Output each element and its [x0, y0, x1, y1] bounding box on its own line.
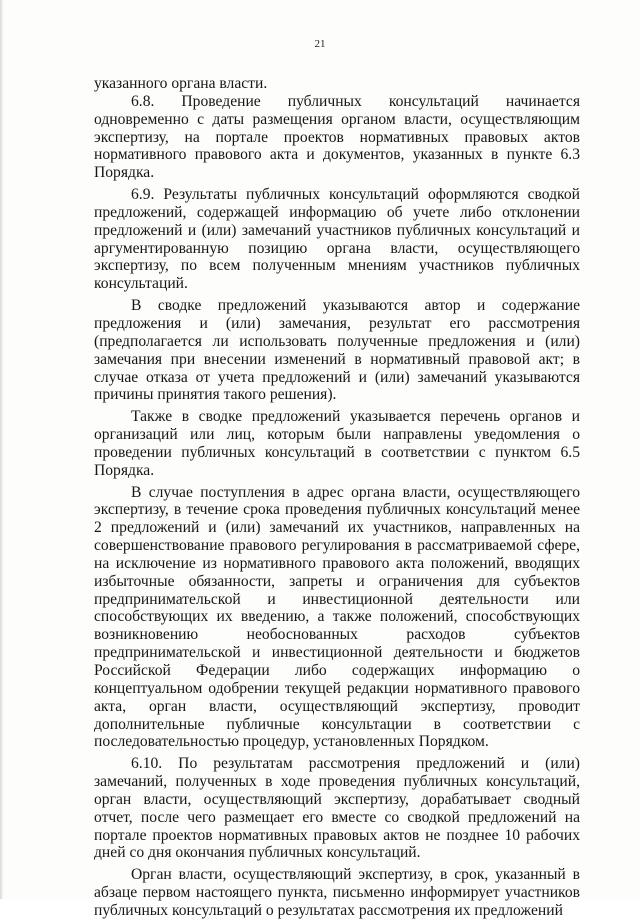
- paragraph-6-10: 6.10. По результатам рассмотрения предложений и (или) замечаний, полученных в ходе проведения публичных консультаций, орган власти, осуществляющий экспертизу, дорабатывает сводный отчет, после чего размещает его вместе со сводкой предложений на портале проектов нормативных правовых актов не позднее 10 рабочих дней со дня окончания публичных консультаций.: [94, 755, 580, 862]
- paragraph-6-9: 6.9. Результаты публичных консультаций оформляются сводкой предложений, содержащей информацию об учете либо отклонении предложений и (или) замечаний участников публичных консультаций и аргументированную позицию органа власти, осуществляющего экспертизу, по всем полученным мнениям участников публичных консультаций.: [94, 186, 580, 293]
- paragraph-6-8: 6.8. Проведение публичных консультаций начинается одновременно с даты размещения органом власти, осуществляющим экспертизу, на портале проектов нормативных правовых актов нормативного правового акта и документов, указанных в пункте 6.3 Порядка.: [94, 92, 580, 182]
- page-number: 21: [314, 38, 326, 50]
- paragraph-summary-list: Также в сводке предложений указывается перечень органов и организаций или лиц, которым были направлены уведомления о проведении публичных консультаций в соответствии с пунктом 6.5 Порядка.: [94, 408, 580, 479]
- document-body: [94, 75, 580, 920]
- paragraph-notification: Орган власти, осуществляющий экспертизу, в срок, указанный в абзаце первом настоящего пункта, письменно информирует участников публичных консультаций о результатах рассмотрения их предложений: [94, 866, 580, 919]
- scan-edge: [0, 0, 3, 899]
- paragraph-additional-consultations: В случае поступления в адрес органа власти, осуществляющего экспертизу, в течение срока проведения публичных консультаций менее 2 предложений и (или) замечаний их участников, направленных на совершенствование правового регулирования в рассматриваемой сфере, на исключение из нормативного правового акта положений, вводящих избыточные обязанности, запреты и ограничения для субъектов предпринимательской и инвестиционной деятельности или способствующих их введению, а также положений, способствующих возникновению необоснованных расходов субъектов предпринимательской и инвестиционной деятельности и бюджетов Российской Федерации либо содержащих информацию о концептуальном одобрении текущей редакции нормативного правового акта, орган власти, осуществляющий экспертизу, проводит дополнительные публичные консультации в соответствии с последовательностью процедур, установленных Порядком.: [94, 483, 580, 751]
- paragraph-continuation: указанного органа власти.: [94, 75, 268, 92]
- paragraph-summary-contents: В сводке предложений указываются автор и содержание предложения и (или) замечания, результат его рассмотрения (предполагается ли использовать полученные предложения и (или) замечания при внесении изменений в нормативный правовой акт; в случае отказа от учета предложений и (или) замечаний указываются причины принятия такого решения).: [94, 297, 580, 404]
